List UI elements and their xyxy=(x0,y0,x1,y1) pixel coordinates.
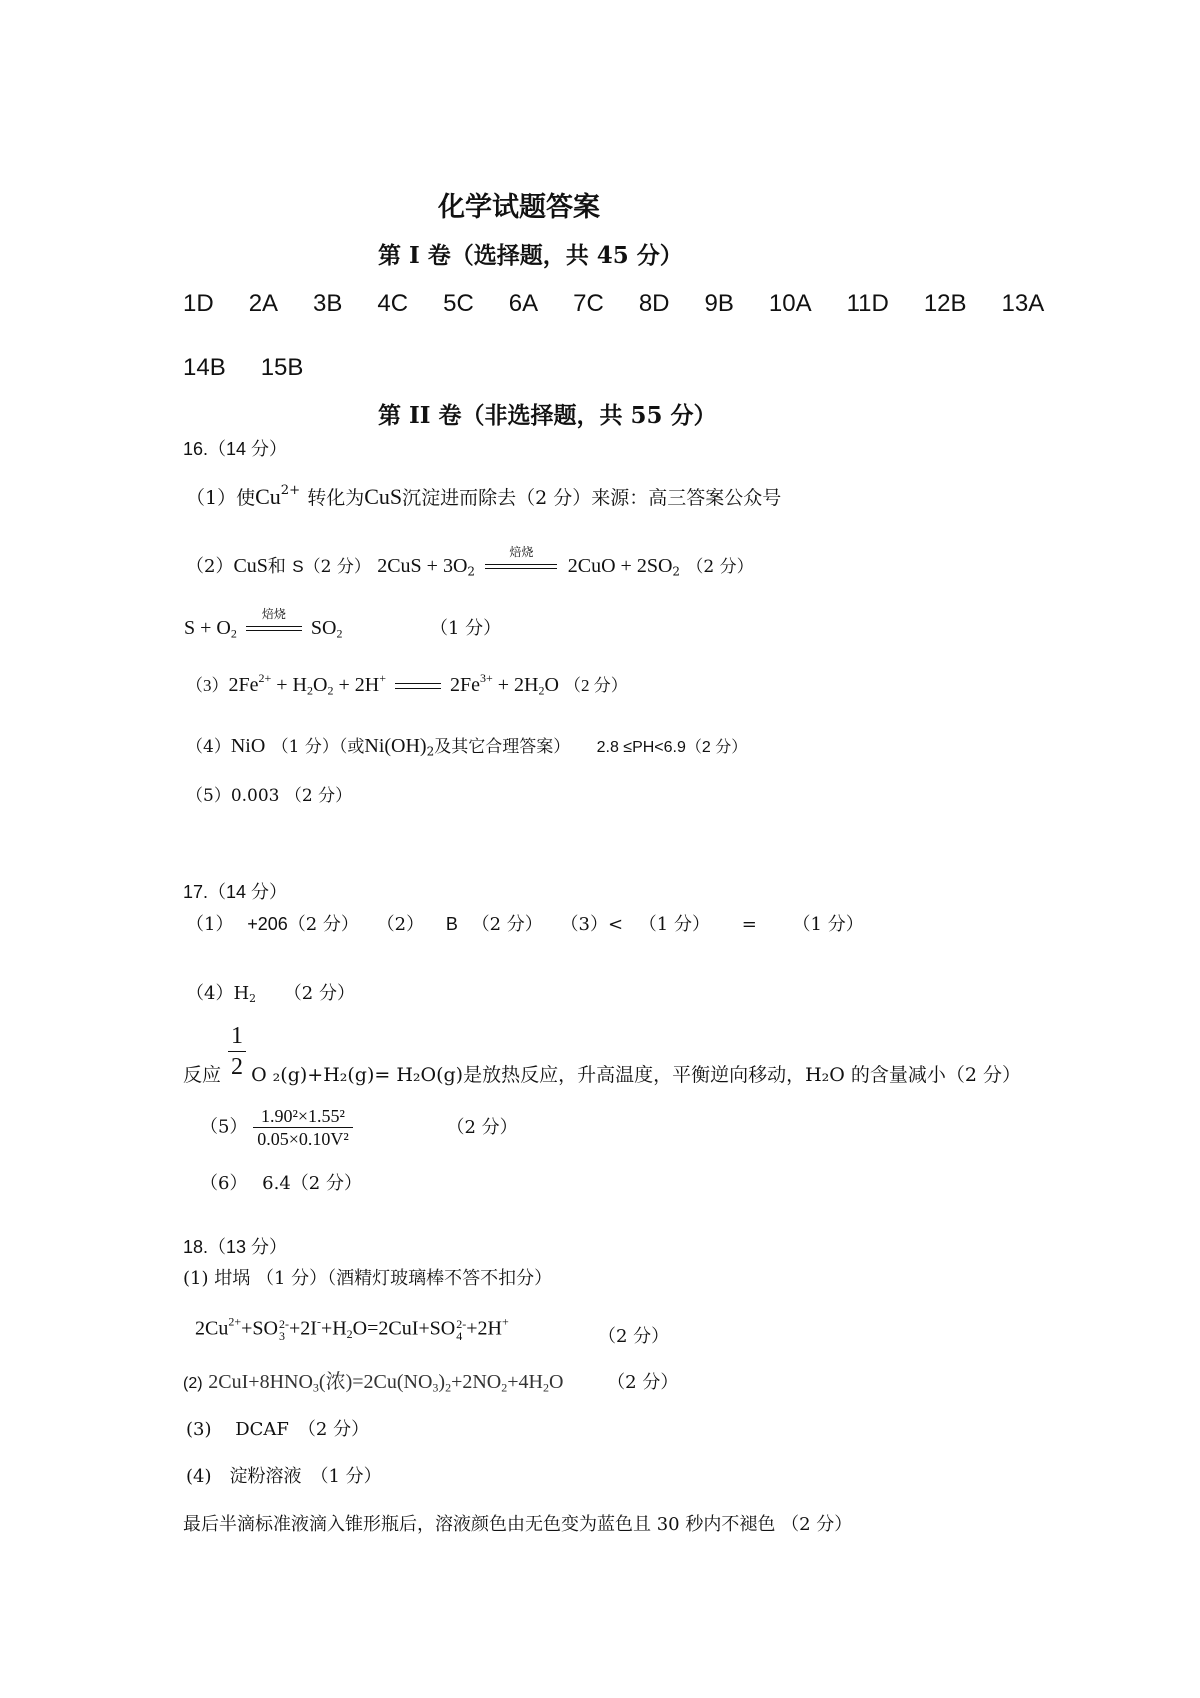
q17-heading: 17.（14 分） xyxy=(183,882,288,902)
q16-l4-c-sup: + xyxy=(379,671,386,685)
q16-l1-cus: CuS xyxy=(364,484,403,509)
q16-l5-rest: 及其它合理答案） xyxy=(434,737,571,757)
q16-l5-nio: NiO xyxy=(230,735,266,757)
q18-l2-c: +2I xyxy=(288,1317,317,1340)
part1-heading: 第 I 卷（选择题，共 45 分） xyxy=(378,242,683,269)
q16-l3-right-sub: 2 xyxy=(336,626,343,641)
roast-arrow-2 xyxy=(246,607,302,634)
q17-l2-score: （2 分） xyxy=(283,983,355,1004)
q16-line5 xyxy=(186,735,748,759)
q17-l1-c: （2 分） xyxy=(287,914,359,935)
q16-l4-b2: O xyxy=(313,674,328,696)
q18-l2-c-sup: - xyxy=(316,1314,321,1329)
roast-condition: 焙烧 xyxy=(509,544,534,559)
choice-answers-row2 xyxy=(183,356,338,380)
q16-l1-mid: 转化为 xyxy=(307,487,365,509)
q17-l1-a: （1） xyxy=(186,914,234,935)
q16-l1-suffix: 沉淀进而除去（2 分）来源：高三答案公众号 xyxy=(402,487,782,509)
q18-l2-score: （2 分） xyxy=(598,1326,670,1347)
q16-l3-score: （1 分） xyxy=(430,618,502,639)
q17-l1-b: +206 xyxy=(247,914,288,934)
q16-l3-left: S + O xyxy=(184,617,231,639)
choice-answer: 3B xyxy=(313,290,343,317)
choice-answer: 12B xyxy=(923,290,967,317)
q16-line2 xyxy=(186,544,754,579)
q16-l4-a: 2Fe xyxy=(228,674,259,696)
q18-line1: (1) 坩埚 （1 分）（酒精灯玻璃棒不答不扣分） xyxy=(183,1268,553,1289)
q16-l4-d: 2Fe xyxy=(449,674,480,696)
q17-l3-text: O ₂(g)+H₂(g)= H₂O(g)是放热反应，升高温度，平衡逆向移动，H₂O 的含量减小（2 分） xyxy=(251,1064,1022,1086)
choice-answer: 4C xyxy=(377,290,409,317)
q18-l3-prefix: (2) xyxy=(183,1375,203,1392)
q16-l2-cus: CuS xyxy=(233,555,268,577)
q16-line1 xyxy=(186,483,782,509)
q17-line2 xyxy=(186,983,355,1006)
q16-l3-right: SO xyxy=(310,617,337,639)
q16-l1-cu-sup: 2+ xyxy=(280,483,301,499)
q16-l4-b-sub2: 2 xyxy=(327,683,334,698)
q17-l1-j: （1 分） xyxy=(792,914,864,935)
q16-line6: （5）0.003 （2 分） xyxy=(186,786,353,806)
q17-l1-d: （2） xyxy=(376,914,425,935)
choice-answer: 14B xyxy=(183,354,226,381)
q16-l2-score: （2 分） xyxy=(303,557,371,577)
q16-l4-prefix: （3） xyxy=(186,676,229,695)
q18-l2-d: +H xyxy=(320,1317,347,1340)
q16-l5-score: （1 分）（或 xyxy=(271,737,365,757)
half-numerator: 1 xyxy=(228,1024,246,1052)
page-title: 化学试题答案 xyxy=(438,192,600,223)
q16-l2-eq-right: 2CuO + 2SO xyxy=(567,555,673,577)
q16-l3-left-sub: 2 xyxy=(230,626,237,641)
q17-l3-prefix: 反应 xyxy=(183,1064,222,1086)
choice-answers-row1 xyxy=(183,292,1079,316)
q18-l2-b: +SO xyxy=(241,1317,278,1340)
q18-heading: 18.（13 分） xyxy=(183,1237,288,1257)
q17-l4-prefix: （5） xyxy=(200,1116,248,1138)
q16-l1-cu: Cu xyxy=(255,484,281,509)
choice-answer: 9B xyxy=(704,290,734,317)
roast-condition-2: 焙烧 xyxy=(261,607,286,622)
q18-line3 xyxy=(183,1371,679,1395)
choice-answer: 11D xyxy=(846,290,889,317)
choice-answer: 7C xyxy=(573,290,604,317)
q18-l3-equation: $2CuI+8HNO_3$(浓)$=2Cu(NO_3)_2+2NO_2+4H_2O$ xyxy=(208,1371,564,1395)
choice-answer: 15B xyxy=(260,354,304,381)
q18-line5: (4) 淀粉溶液 （1 分） xyxy=(186,1466,382,1487)
kc-denominator: 0.05×0.10V² xyxy=(257,1129,349,1149)
q16-l4-b: + H xyxy=(276,674,308,696)
q18-line4: (3) DCAF （2 分） xyxy=(186,1419,370,1440)
q18-l2-d-sub: 2 xyxy=(346,1327,353,1342)
half-denominator: 2 xyxy=(231,1054,243,1080)
q16-line3 xyxy=(184,607,343,641)
q17-line1 xyxy=(186,915,864,934)
q17-l1-i: = xyxy=(741,914,757,935)
q17-line4 xyxy=(200,1107,518,1148)
q16-l4-b-sub1: 2 xyxy=(307,683,314,698)
q18-line2 xyxy=(195,1314,509,1343)
q17-l2-prefix: （4）H xyxy=(186,983,250,1004)
q18-l2-f-sup: + xyxy=(501,1314,509,1329)
q18-l3-score: （2 分） xyxy=(607,1372,679,1393)
q17-line5: （6） 6.4（2 分） xyxy=(200,1173,362,1194)
q16-l2-prefix: （2） xyxy=(186,556,234,577)
q16-l1-prefix: （1）使 xyxy=(186,487,256,509)
q17-l2-sub: 2 xyxy=(249,992,257,1006)
q16-l2-s: S xyxy=(292,557,304,576)
choice-answer: 2A xyxy=(248,290,279,317)
q16-l4-e-sub: 2 xyxy=(538,683,545,698)
q17-l1-e: B xyxy=(445,914,458,934)
q16-l5-prefix: （4） xyxy=(186,737,231,757)
kc-fraction xyxy=(253,1107,353,1148)
q16-l2-score2: （2 分） xyxy=(686,557,754,577)
q16-l4-d-sup: 3+ xyxy=(479,671,493,685)
q17-l1-h: （1 分） xyxy=(638,914,710,935)
q18-l2-a: 2Cu xyxy=(195,1317,229,1340)
q16-l2-eq-right-sub: 2 xyxy=(672,564,681,579)
choice-answer: 6A xyxy=(508,290,539,317)
q18-l2-e: O=2CuI+SO xyxy=(352,1317,456,1340)
q16-l5-ph: 2.8 ≤PH<6.9（2 分） xyxy=(596,739,748,756)
q16-l4-e2: O xyxy=(544,674,559,696)
choice-answer: 10A xyxy=(768,290,812,317)
q16-l4-score: （2 分） xyxy=(563,676,628,695)
kc-numerator: 1.90²×1.55² xyxy=(253,1107,353,1128)
choice-answer: 1D xyxy=(183,290,214,317)
q18-l2-a-sup: 2+ xyxy=(228,1314,242,1329)
q16-l2-eq-left-sub: 2 xyxy=(467,564,476,579)
q18-l2-e-script: 2- 4 xyxy=(456,1317,467,1343)
q16-l4-c: + 2H xyxy=(338,674,380,696)
q16-l2-and: 和 xyxy=(267,556,286,577)
q18-line6: 最后半滴标准液滴入锥形瓶后，溶液颜色由无色变为蓝色且 30 秒内不褪色 （2 分） xyxy=(183,1514,853,1535)
q16-l4-a-sup: 2+ xyxy=(258,671,272,685)
part2-heading: 第 II 卷（非选择题，共 55 分） xyxy=(378,402,717,429)
equals-sign-long xyxy=(395,683,441,689)
choice-answer: 13A xyxy=(1001,290,1045,317)
q16-l5-nioh-sub: 2 xyxy=(426,744,435,759)
q18-l2-b-script: 2- 3 xyxy=(278,1317,289,1343)
q16-l2-eq-left: 2CuS + 3O xyxy=(377,555,468,577)
choice-answer: 5C xyxy=(443,290,474,317)
q16-line4 xyxy=(186,671,628,698)
q17-l4-score: （2 分） xyxy=(446,1116,518,1138)
q17-l1-g: （3）< xyxy=(560,914,624,935)
q17-l1-f: （2 分） xyxy=(471,914,543,935)
q16-l5-nioh: Ni(OH) xyxy=(364,735,427,757)
q17-line3 xyxy=(183,1066,1021,1085)
roast-arrow xyxy=(485,544,557,572)
q16-l4-e: + 2H xyxy=(497,674,539,696)
q16-heading: 16.（14 分） xyxy=(183,439,288,459)
choice-answer: 8D xyxy=(638,290,670,317)
q18-l2-f: +2H xyxy=(466,1317,502,1340)
